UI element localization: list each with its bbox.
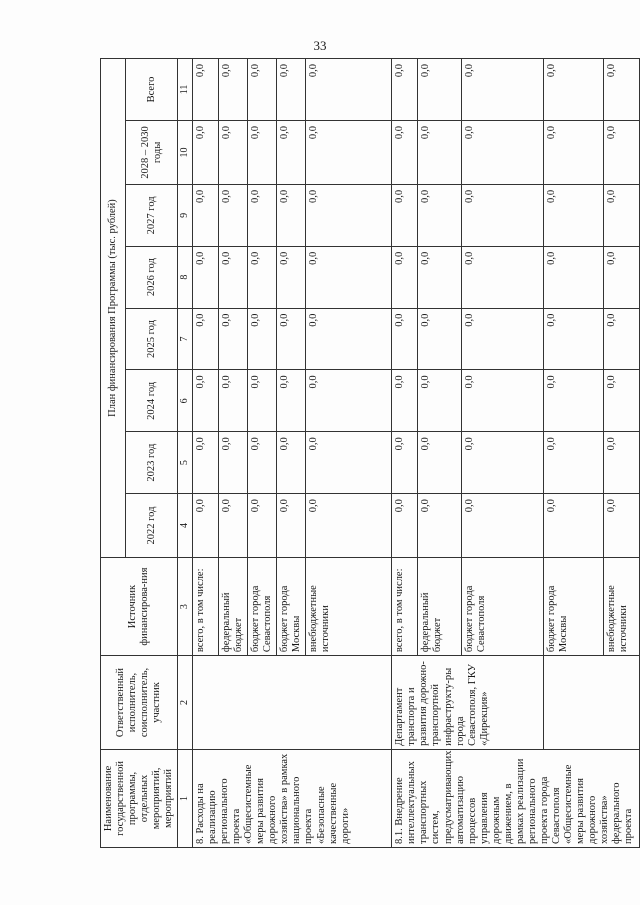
column-number: 3: [178, 558, 193, 656]
value-cell: 0,0: [604, 432, 640, 494]
value-cell: 0,0: [277, 494, 306, 558]
value-cell: 0,0: [392, 120, 418, 184]
value-cell: 0,0: [544, 184, 604, 246]
measure-name: 8.1. Внедрение интеллектуальных транспортных систем, предусматривающих автоматизацию процессов управления дорожным движением, в рамках реализации регионального проекта города Севастополя «Общесистемные меры развития дорожного хозяйства» федерального проекта: [392, 749, 640, 847]
value-cell: 0,0: [418, 120, 462, 184]
value-cell: 0,0: [418, 432, 462, 494]
funding-source: всего, в том числе:: [392, 558, 418, 656]
funding-source: внебюджетные источники: [306, 558, 392, 656]
value-cell: 0,0: [544, 120, 604, 184]
funding-source: бюджет города Севастополя: [248, 558, 277, 656]
value-cell: 0,0: [218, 494, 247, 558]
executor-empty-cell: [604, 656, 640, 750]
value-cell: 0,0: [192, 494, 218, 558]
table-row: [604, 59, 640, 848]
table-row: [392, 59, 418, 848]
header-total: Всего: [126, 59, 178, 121]
funding-source: бюджет города Москвы: [277, 558, 306, 656]
value-cell: 0,0: [544, 246, 604, 308]
column-number: 4: [178, 494, 193, 558]
value-cell: 0,0: [462, 120, 544, 184]
funding-source: федеральный бюджет: [418, 558, 462, 656]
value-cell: 0,0: [277, 432, 306, 494]
value-cell: 0,0: [544, 494, 604, 558]
header-year: 2027 год: [126, 184, 178, 246]
value-cell: 0,0: [277, 120, 306, 184]
funding-source: федеральный бюджет: [218, 558, 247, 656]
executor-cell: [192, 656, 391, 750]
rotated-table-container: [100, 58, 635, 848]
header-source: Источник финансирова-ния: [101, 558, 178, 656]
header-year: 2024 год: [126, 370, 178, 432]
value-cell: 0,0: [392, 246, 418, 308]
column-number: 5: [178, 432, 193, 494]
value-cell: 0,0: [306, 184, 392, 246]
value-cell: 0,0: [604, 494, 640, 558]
value-cell: 0,0: [418, 59, 462, 121]
value-cell: 0,0: [248, 370, 277, 432]
value-cell: 0,0: [277, 184, 306, 246]
value-cell: 0,0: [604, 246, 640, 308]
column-number: 6: [178, 370, 193, 432]
value-cell: 0,0: [218, 120, 247, 184]
value-cell: 0,0: [392, 432, 418, 494]
value-cell: 0,0: [306, 432, 392, 494]
value-cell: 0,0: [306, 370, 392, 432]
value-cell: 0,0: [544, 308, 604, 370]
value-cell: 0,0: [192, 59, 218, 121]
value-cell: 0,0: [544, 432, 604, 494]
value-cell: 0,0: [192, 308, 218, 370]
value-cell: 0,0: [544, 370, 604, 432]
table-row: [192, 59, 218, 848]
value-cell: 0,0: [306, 59, 392, 121]
value-cell: 0,0: [604, 59, 640, 121]
value-cell: 0,0: [306, 246, 392, 308]
column-number: 9: [178, 184, 193, 246]
value-cell: 0,0: [306, 494, 392, 558]
header-name: Наименование государственной программы, отдельных мероприятий, мероприятий: [101, 749, 178, 847]
value-cell: 0,0: [418, 246, 462, 308]
funding-source: всего, в том числе:: [192, 558, 218, 656]
header-executor: Ответственный исполнитель, соисполнитель, участник: [101, 656, 178, 750]
value-cell: 0,0: [277, 370, 306, 432]
header-year: 2023 год: [126, 432, 178, 494]
funding-source: внебюджетные источники: [604, 558, 640, 656]
value-cell: 0,0: [192, 184, 218, 246]
value-cell: 0,0: [192, 246, 218, 308]
column-number: 11: [178, 59, 193, 121]
value-cell: 0,0: [192, 432, 218, 494]
value-cell: 0,0: [248, 246, 277, 308]
value-cell: 0,0: [418, 494, 462, 558]
value-cell: 0,0: [306, 120, 392, 184]
column-number: 2: [178, 656, 193, 750]
value-cell: 0,0: [462, 59, 544, 121]
header-year: 2026 год: [126, 246, 178, 308]
page-number: 33: [313, 38, 327, 53]
column-number: 10: [178, 120, 193, 184]
header-plan-title: План финансирования Программы (тыс. рублей): [101, 59, 126, 558]
value-cell: 0,0: [418, 370, 462, 432]
value-cell: 0,0: [418, 308, 462, 370]
value-cell: 0,0: [248, 432, 277, 494]
value-cell: 0,0: [248, 494, 277, 558]
value-cell: 0,0: [604, 370, 640, 432]
value-cell: 0,0: [277, 59, 306, 121]
value-cell: 0,0: [277, 308, 306, 370]
header-year: 2022 год: [126, 494, 178, 558]
value-cell: 0,0: [462, 308, 544, 370]
value-cell: 0,0: [462, 370, 544, 432]
value-cell: 0,0: [192, 370, 218, 432]
value-cell: 0,0: [218, 59, 247, 121]
header-year: 2028 – 2030 годы: [126, 120, 178, 184]
value-cell: 0,0: [218, 184, 247, 246]
header-year: 2025 год: [126, 308, 178, 370]
table-row: [544, 59, 604, 848]
value-cell: 0,0: [604, 308, 640, 370]
value-cell: 0,0: [418, 184, 462, 246]
funding-source: бюджет города Севастополя: [462, 558, 544, 656]
executor-cell: Департамент транспорта и развития дорожно-транспортной инфраструкту-ры города Севастополя, ГКУ «Дирекция»: [392, 656, 544, 750]
value-cell: 0,0: [218, 432, 247, 494]
value-cell: 0,0: [392, 308, 418, 370]
column-number: 8: [178, 246, 193, 308]
value-cell: 0,0: [604, 120, 640, 184]
value-cell: 0,0: [218, 370, 247, 432]
funding-source: бюджет города Москвы: [544, 558, 604, 656]
value-cell: 0,0: [192, 120, 218, 184]
value-cell: 0,0: [392, 184, 418, 246]
value-cell: 0,0: [306, 308, 392, 370]
value-cell: 0,0: [277, 246, 306, 308]
column-number: 1: [178, 749, 193, 847]
value-cell: 0,0: [544, 59, 604, 121]
financing-table: [100, 58, 640, 848]
measure-name: 8. Расходы на реализацию регионального проекта «Общесистемные меры развития дорожного хозяйства» в рамках национального проекта «Безопасные качественные дороги»: [192, 749, 391, 847]
value-cell: 0,0: [462, 432, 544, 494]
value-cell: 0,0: [248, 308, 277, 370]
value-cell: 0,0: [392, 59, 418, 121]
value-cell: 0,0: [218, 308, 247, 370]
value-cell: 0,0: [462, 184, 544, 246]
value-cell: 0,0: [462, 246, 544, 308]
value-cell: 0,0: [392, 494, 418, 558]
value-cell: 0,0: [218, 246, 247, 308]
column-number: 7: [178, 308, 193, 370]
value-cell: 0,0: [392, 370, 418, 432]
value-cell: 0,0: [248, 184, 277, 246]
value-cell: 0,0: [462, 494, 544, 558]
value-cell: 0,0: [604, 184, 640, 246]
value-cell: 0,0: [248, 59, 277, 121]
value-cell: 0,0: [248, 120, 277, 184]
executor-empty-cell: [544, 656, 604, 750]
